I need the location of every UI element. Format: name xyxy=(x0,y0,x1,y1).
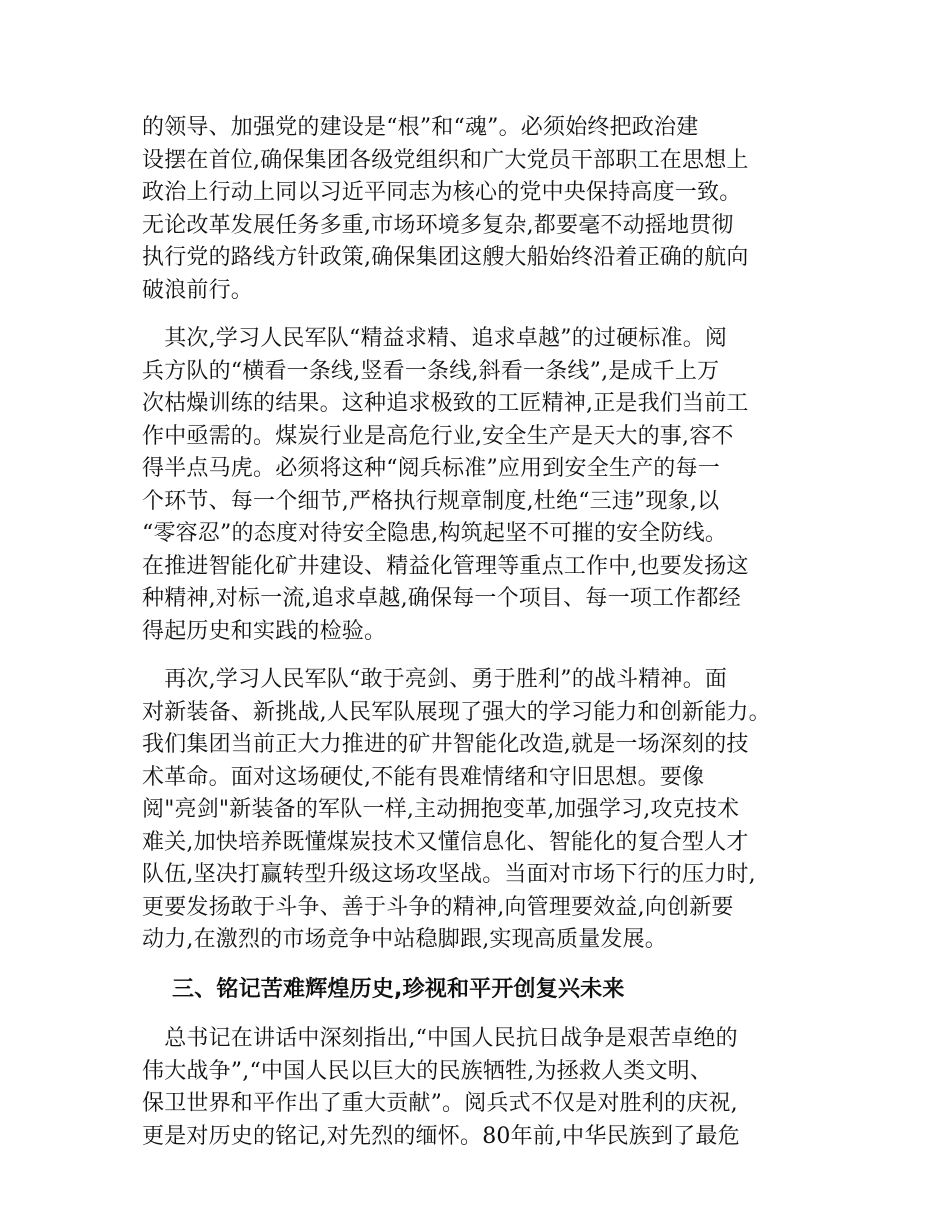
text-line: 兵方队的“横看一条线,竖看一条线,斜看一条线”,是成千上万 xyxy=(142,358,720,384)
text-line: 更是对历史的铭记,对先烈的缅怀。80年前,中华民族到了最危 xyxy=(142,1123,740,1149)
text-line: 难关,加快培养既懂煤炭技术又懂信息化、智能化的复合型人才 xyxy=(142,829,749,855)
text-line: 个环节、每一个细节,严格执行规章制度,杜绝“三违”现象,以 xyxy=(142,488,720,514)
document-body xyxy=(142,112,822,1153)
text-line: 术革命。面对这场硬仗,不能有畏难情绪和守旧思想。要像 xyxy=(142,764,705,790)
text-line: 在推进智能化矿井建设、精益化管理等重点工作中,也要发扬这 xyxy=(142,553,749,579)
text-line: 得半点马虎。必须将这种“阅兵标准”应用到安全生产的每一 xyxy=(142,456,720,481)
text-line: 伟大战争”,“中国人民以巨大的民族牺牲,为拯救人类文明、 xyxy=(142,1058,713,1084)
text-line: “零容忍”的态度对待安全隐患,构筑起坚不可摧的安全防线。 xyxy=(142,521,728,546)
text-line: 设摆在首位,确保集团各级党组织和广大党员干部职工在思想上 xyxy=(142,147,749,173)
section-heading-text: 三、铭记苦难辉煌历史,珍视和平开创复兴未来 xyxy=(172,976,625,1002)
text-line: 总书记在讲话中深刻指出,“中国人民抗日战争是艰苦卓绝的 xyxy=(142,1026,738,1051)
text-line: 种精神,对标一流,追求卓越,确保每一个项目、每一项工作都经 xyxy=(142,586,741,611)
text-line: 无论改革发展任务多重,市场环境多复杂,都要毫不动摇地贯彻 xyxy=(142,212,734,238)
text-line: 对新装备、新挑战,人民军队展现了强大的学习能力和创新能力。 xyxy=(142,699,771,725)
text-line: 我们集团当前正大力推进的矿井智能化改造,就是一场深刻的技 xyxy=(142,732,749,757)
text-line: 次枯燥训练的结果。这种追求极致的工匠精神,正是我们当前工 xyxy=(142,391,749,416)
paragraph-fighting-spirit xyxy=(142,664,822,957)
text-line: 作中亟需的。煤炭行业是高危行业,安全生产是天大的事,容不 xyxy=(142,423,734,449)
paragraph-history-remembrance xyxy=(142,1023,822,1153)
paragraph-excellence-standard xyxy=(142,323,822,648)
text-line: 保卫世界和平作出了重大贡献”。阅兵式不仅是对胜利的庆祝, xyxy=(142,1091,738,1116)
text-line: 动力,在激烈的市场竞争中站稳脚跟,实现高质量发展。 xyxy=(142,927,667,952)
text-line: 更要发扬敢于斗争、善于斗争的精神,向管理要效益,向创新要 xyxy=(142,894,734,920)
text-line: 其次,学习人民军队“精益求精、追求卓越”的过硬标准。阅 xyxy=(142,326,728,351)
text-line: 得起历史和实践的检验。 xyxy=(142,618,387,644)
text-line: 的领导、加强党的建设是“根”和“魂”。必须始终把政治建 xyxy=(142,115,699,140)
text-line: 破浪前行。 xyxy=(142,277,254,303)
text-line: 再次,学习人民军队“敢于亮剑、勇于胜利”的战斗精神。面 xyxy=(142,667,728,692)
text-line: 阅"亮剑"新装备的军队一样,主动拥抱变革,加强学习,攻克技术 xyxy=(142,797,740,822)
text-line: 执行党的路线方针政策,确保集团这艘大船始终沿着正确的航向 xyxy=(142,245,749,270)
text-line: 队伍,坚决打赢转型升级这场攻坚战。当面对市场下行的压力时, xyxy=(142,862,756,887)
paragraph-party-leadership xyxy=(142,112,822,307)
section-heading xyxy=(142,974,822,1007)
text-line: 政治上行动上同以习近平同志为核心的党中央保持高度一致。 xyxy=(142,180,742,205)
